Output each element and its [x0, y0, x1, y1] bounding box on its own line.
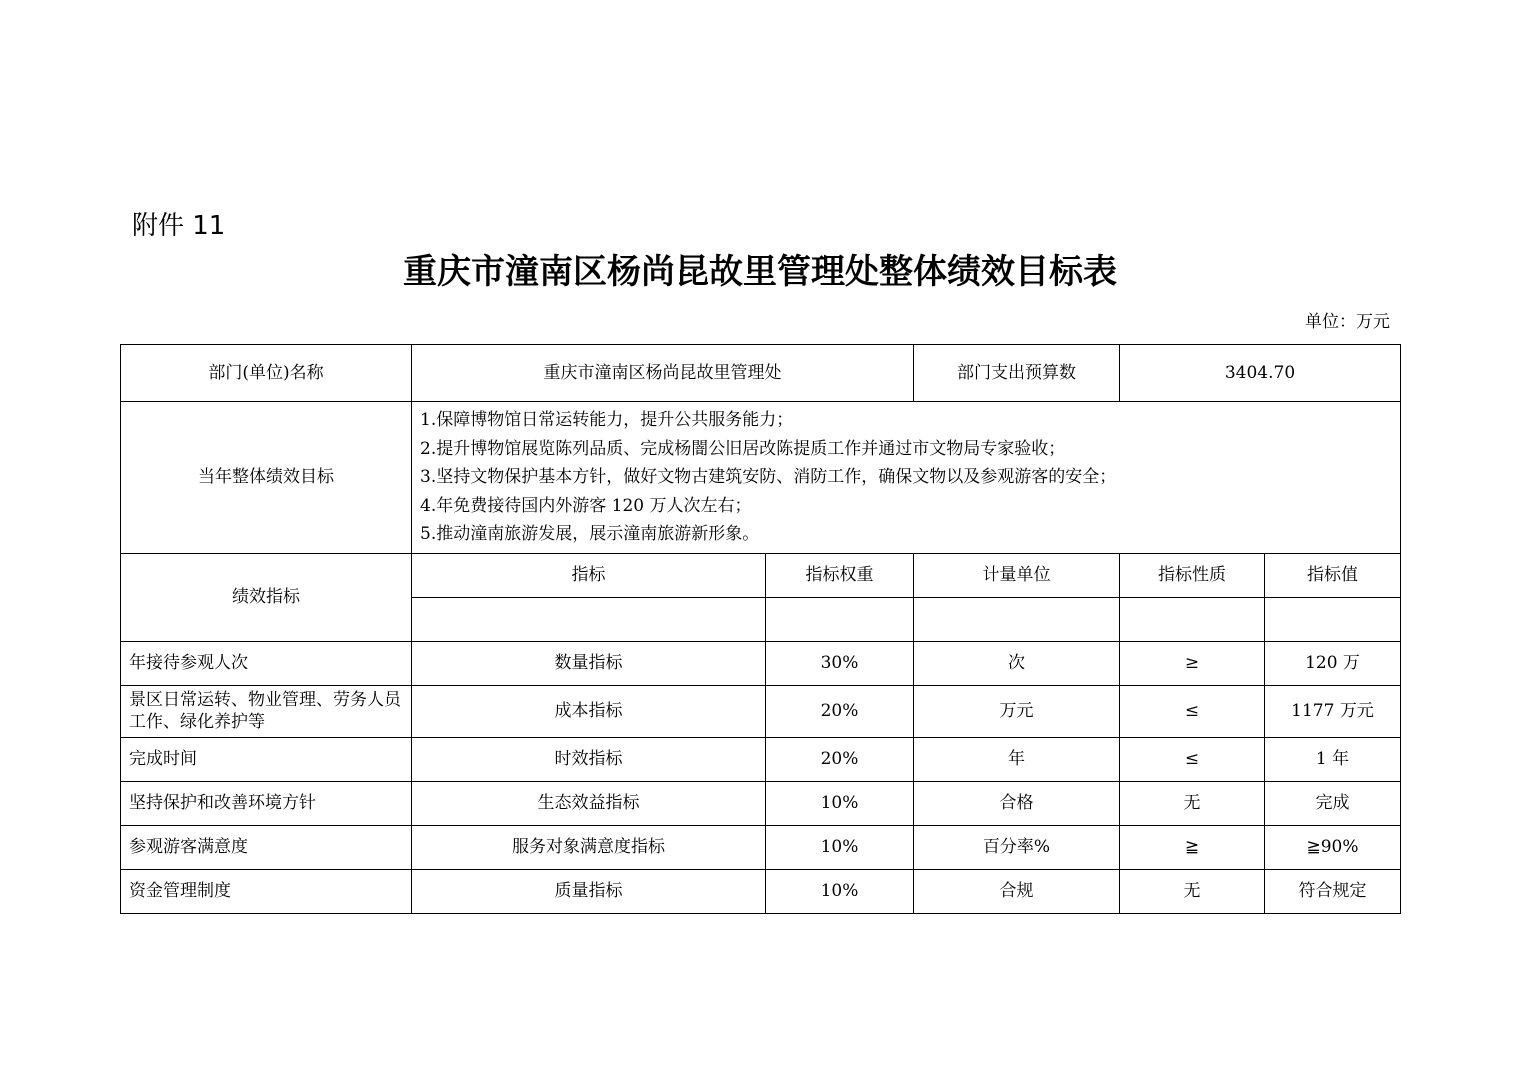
indicator-unit: 合规 [914, 869, 1120, 913]
indicator-weight: 20% [766, 737, 914, 781]
indicator-type: 生态效益指标 [412, 781, 766, 825]
indicator-nature: ≤ [1120, 737, 1265, 781]
empty-cell [1265, 597, 1401, 641]
dept-name-label: 部门(单位)名称 [121, 345, 412, 402]
indicator-name: 参观游客满意度 [121, 825, 412, 869]
indicator-type: 数量指标 [412, 641, 766, 685]
table-row [121, 641, 1401, 685]
goals-row [121, 402, 1401, 554]
indicator-value: 符合规定 [1265, 869, 1401, 913]
indicator-nature: ≤ [1120, 685, 1265, 737]
table-row [121, 685, 1401, 737]
column-header: 计量单位 [914, 553, 1120, 597]
indicator-value: 完成 [1265, 781, 1401, 825]
indicator-unit: 次 [914, 641, 1120, 685]
table-row [121, 737, 1401, 781]
goal-item: 2.提升博物馆展览陈列品质、完成杨闇公旧居改陈提质工作并通过市文物局专家验收； [420, 438, 1066, 459]
goal-item: 4.年免费接待国内外游客 120 万人次左右； [420, 495, 752, 516]
indicator-weight: 20% [766, 685, 914, 737]
indicator-value: ≧90% [1265, 825, 1401, 869]
indicator-nature: 无 [1120, 781, 1265, 825]
indicator-nature: ≧ [1120, 825, 1265, 869]
goal-item: 1.保障博物馆日常运转能力，提升公共服务能力； [420, 410, 794, 430]
indicator-unit: 万元 [914, 685, 1120, 737]
column-header: 指标 [412, 553, 766, 597]
empty-cell [914, 597, 1120, 641]
attachment-label: 附件 11 [132, 211, 226, 241]
goals-cell [412, 402, 1401, 554]
indicators-label: 绩效指标 [121, 553, 412, 641]
table-row [121, 781, 1401, 825]
table-row [121, 869, 1401, 913]
performance-table [120, 344, 1401, 914]
budget-label: 部门支出预算数 [914, 345, 1120, 402]
column-header: 指标性质 [1120, 553, 1265, 597]
unit-label: 单位：万元 [1305, 312, 1390, 332]
indicator-type: 质量指标 [412, 869, 766, 913]
indicator-nature: ≥ [1120, 641, 1265, 685]
indicator-name: 景区日常运转、物业管理、劳务人员工作、绿化养护等 [121, 685, 412, 737]
indicator-value: 1 年 [1265, 737, 1401, 781]
dept-name-value: 重庆市潼南区杨尚昆故里管理处 [412, 345, 914, 402]
indicator-value: 120 万 [1265, 641, 1401, 685]
indicator-unit: 年 [914, 737, 1120, 781]
indicator-name: 坚持保护和改善环境方针 [121, 781, 412, 825]
indicator-header-row [121, 553, 1401, 597]
indicator-weight: 10% [766, 781, 914, 825]
indicator-unit: 合格 [914, 781, 1120, 825]
indicator-nature: 无 [1120, 869, 1265, 913]
dept-row [121, 345, 1401, 402]
indicator-weight: 10% [766, 869, 914, 913]
column-header: 指标权重 [766, 553, 914, 597]
indicator-weight: 10% [766, 825, 914, 869]
goals-label: 当年整体绩效目标 [121, 402, 412, 554]
empty-cell [412, 597, 766, 641]
goal-item: 5.推动潼南旅游发展，展示潼南旅游新形象。 [420, 524, 760, 544]
page-title: 重庆市潼南区杨尚昆故里管理处整体绩效目标表 [403, 252, 1117, 292]
indicator-type: 成本指标 [412, 685, 766, 737]
indicator-name: 年接待参观人次 [121, 641, 412, 685]
goal-item: 3.坚持文物保护基本方针，做好文物古建筑安防、消防工作，确保文物以及参观游客的安全； [420, 467, 1117, 487]
indicator-name: 资金管理制度 [121, 869, 412, 913]
indicator-value: 1177 万元 [1265, 685, 1401, 737]
indicator-name: 完成时间 [121, 737, 412, 781]
empty-cell [766, 597, 914, 641]
indicator-unit: 百分率% [914, 825, 1120, 869]
indicator-type: 时效指标 [412, 737, 766, 781]
empty-cell [1120, 597, 1265, 641]
column-header: 指标值 [1265, 553, 1401, 597]
indicator-weight: 30% [766, 641, 914, 685]
table-row [121, 825, 1401, 869]
budget-value: 3404.70 [1120, 345, 1401, 402]
indicator-type: 服务对象满意度指标 [412, 825, 766, 869]
